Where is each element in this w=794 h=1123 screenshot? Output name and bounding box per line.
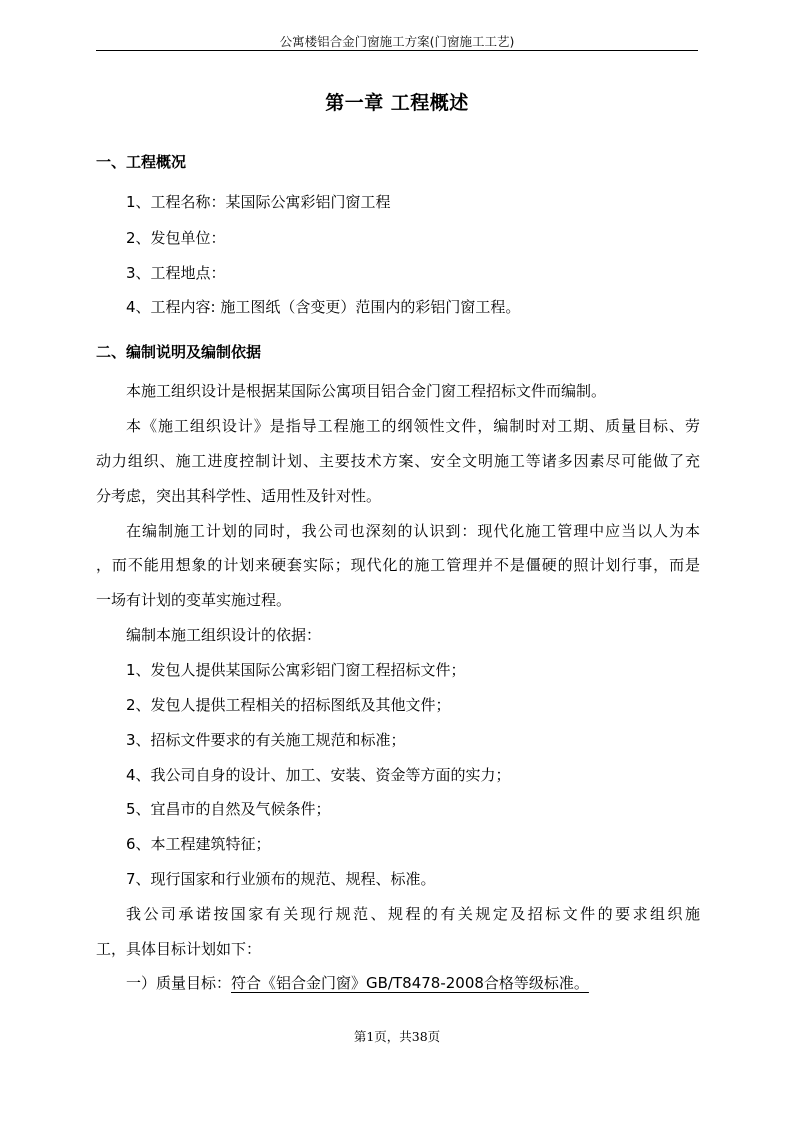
paragraph-line: 我公司承诺按国家有关现行规范、规程的有关规定及招标文件的要求组织施 [126, 905, 700, 923]
header-title: 公寓楼铝合金门窗施工方案(门窗施工工艺) [279, 34, 515, 49]
basis-item: 6、本工程建筑特征； [126, 835, 271, 853]
basis-item: 3、招标文件要求的有关施工规范和标准； [126, 731, 406, 749]
basis-item: 4、我公司自身的设计、加工、安装、资金等方面的实力； [126, 766, 511, 784]
overview-item: 3、工程地点： [126, 264, 226, 282]
basis-item: 1、发包人提供某国际公寓彩铝门窗工程招标文件； [126, 661, 466, 679]
quality-target-standard: 符合《铝合金门窗》GB/T8478-2008合格等级标准。 [231, 974, 589, 992]
overview-item: 4、工程内容: 施工图纸（含变更）范围内的彩铝门窗工程。 [126, 298, 521, 316]
paragraph-line: 在编制施工计划的同时，我公司也深刻的认识到：现代化施工管理中应当以人为本 [126, 522, 700, 540]
paragraph-line: 本《施工组织设计》是指导工程施工的纲领性文件，编制时对工期、质量目标、劳 [126, 417, 700, 435]
chapter-title: 第一章 工程概述 [325, 92, 469, 114]
overview-item: 1、工程名称：某国际公寓彩铝门窗工程 [126, 193, 391, 211]
overview-item: 2、发包单位： [126, 229, 226, 247]
header-divider [96, 50, 698, 51]
paragraph-line: 分考虑，突出其科学性、适用性及针对性。 [96, 487, 382, 505]
quality-target-label: 一）质量目标： [126, 974, 232, 992]
paragraph-line: ，而不能用想象的计划来硬套实际；现代化的施工管理并不是僵硬的照计划行事，而是 [96, 556, 700, 574]
basis-item: 7、现行国家和行业颁布的规范、规程、标准。 [126, 870, 436, 888]
quality-target [126, 973, 730, 993]
paragraph-line: 本施工组织设计是根据某国际公寓项目铝合金门窗工程招标文件而编制。 [126, 382, 607, 400]
paragraph-line: 动力组织、施工进度控制计划、主要技术方案、安全文明施工等诸多因素尽可能做了充 [96, 452, 700, 470]
section-heading-basis: 二、编制说明及编制依据 [96, 343, 262, 361]
basis-item: 2、发包人提供工程相关的招标图纸及其他文件； [126, 696, 451, 714]
paragraph-line: 一场有计划的变革实施过程。 [96, 591, 292, 609]
basis-intro: 编制本施工组织设计的依据： [126, 626, 322, 644]
basis-item: 5、宜昌市的自然及气候条件； [126, 800, 331, 818]
page-footer: 第1页，共38页 [353, 1029, 441, 1044]
section-heading-overview: 一、工程概况 [96, 153, 187, 171]
paragraph-line: 工，具体目标计划如下： [96, 940, 262, 958]
